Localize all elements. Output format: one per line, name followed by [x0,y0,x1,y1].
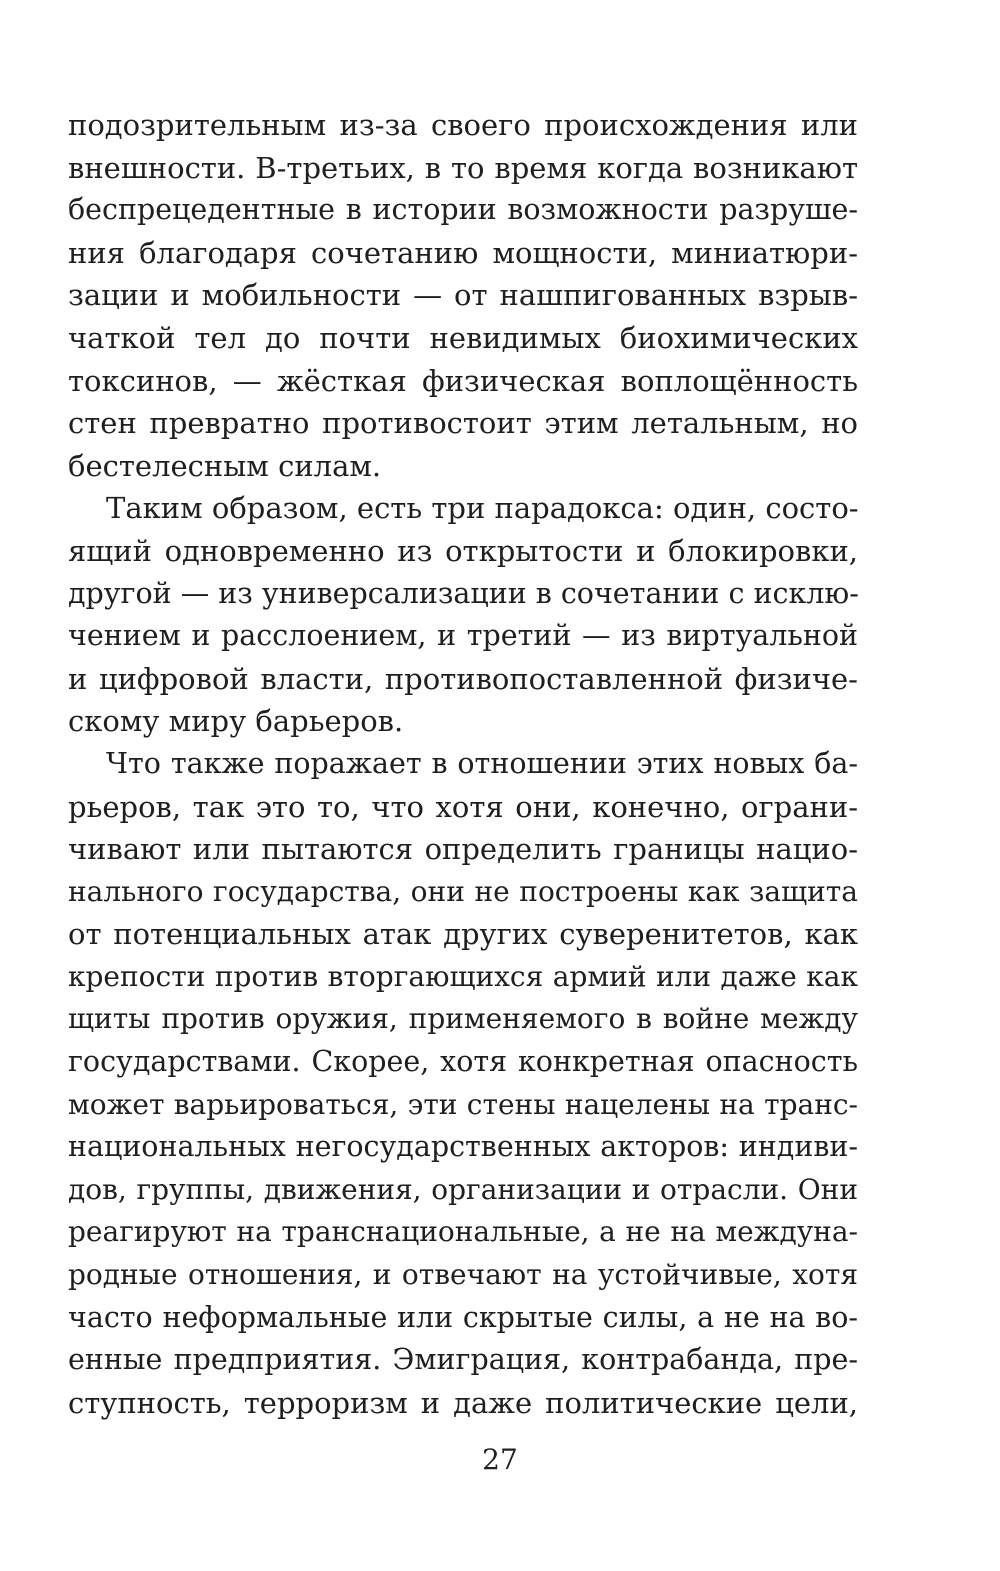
text-line: щиты против оружия, применяемого в войне между [68,1002,858,1036]
text-line: национальных негосударственных акторов: индиви- [68,1130,858,1164]
paragraph [68,743,858,1425]
text-line: беспрецедентные в истории возможности разруше- [68,193,858,227]
text-line: родные отношения, и отвечают на устойчивые, хотя [68,1258,858,1292]
text-line: стен превратно противостоит этим летальным, но [68,406,858,441]
text-line: другой — из универсализации в сочетании с исклю- [68,576,859,610]
text-line: бестелесным силам. [68,448,382,483]
text-line: дов, группы, движения, организации и отрасли. Они [68,1172,858,1206]
paragraph [68,487,858,743]
text-line: может варьироваться, эти стены нацелены на транс- [68,1087,858,1121]
text-line: чивают или пытаются определить границы нацио- [68,832,858,867]
text-line: реагируют на транснациональные, а не на междуна- [68,1215,858,1249]
text-line: ния благодаря сочетанию мощности, миниатюри- [68,235,858,270]
text-line: часто неформальные или скрытые силы, а не на во- [68,1300,858,1334]
text-line: подозрительным из-за своего происхождения или [68,108,858,142]
text-line: Таким образом, есть три парадокса: один, состо- [106,491,859,526]
text-line: зации и мобильности — от нашпигованных взрыв- [68,278,858,313]
text-line: чением и расслоением, и третий — из виртуальной [68,619,858,653]
text-line: Что также поражает в отношении этих новых ба- [106,746,858,780]
text-line: от потенциальных атак других суверенитетов, как [68,917,858,952]
text-line: крепости против вторгающихся армий или даже как [68,959,858,993]
text-line: токсинов, — жёсткая физическая воплощённость [68,363,858,398]
text-line: и цифровой власти, противопоставленной физиче- [68,661,858,696]
text-line: ступность, терроризм и даже политические цели, [68,1385,858,1420]
text-line: енные предприятия. Эмиграция, контрабанда, пре- [68,1343,858,1377]
text-line: внешности. В-третьих, в то время когда возникают [68,150,858,185]
text-line: скому миру барьеров. [68,704,404,739]
text-line: государствами. Скорее, хотя конкретная опасность [68,1045,858,1079]
page-number: 27 [482,1443,518,1476]
text-line: ящий одновременно из открытости и блокировки, [68,533,858,568]
body-text [68,104,858,1424]
text-line: чаткой тел до почти невидимых биохимических [68,320,858,355]
paragraph [68,104,858,487]
text-line: рьеров, так это то, что хотя они, конечно, ограни- [68,789,858,824]
text-line: нального государства, они не построены как защита [68,874,858,908]
